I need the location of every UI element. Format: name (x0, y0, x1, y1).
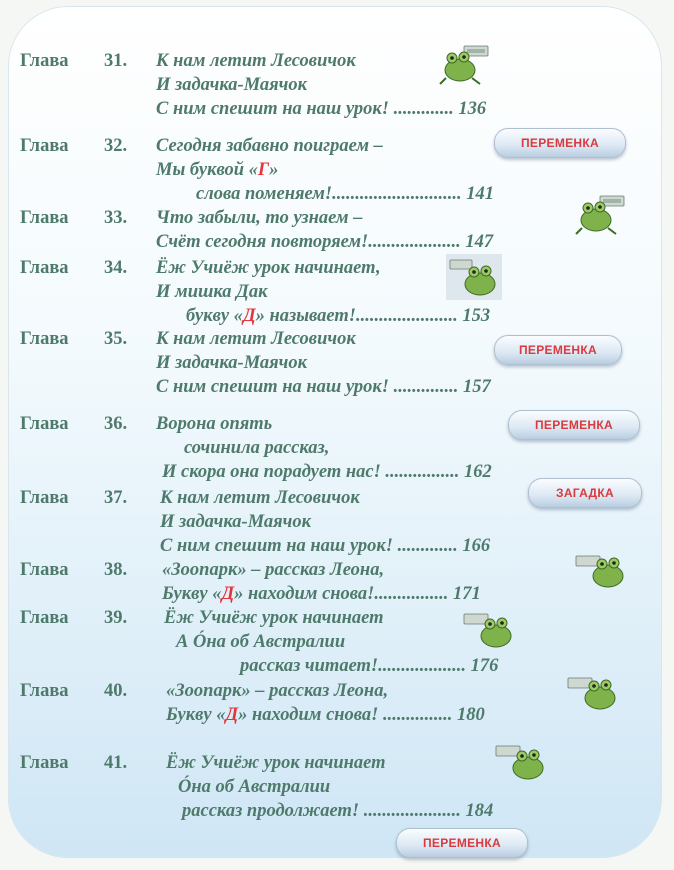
chapter-label: Глава (20, 560, 69, 580)
toc-line: букву «Д» называет!...................... 153 (186, 306, 491, 326)
chapter-label: Глава (20, 753, 69, 773)
toc-line: слова поменяем!............................ 141 (196, 184, 494, 204)
chapter-number: 33. (104, 208, 128, 228)
toc-line: Букву «Д» находим снова!................ 171 (162, 584, 481, 604)
toc-line: С ним спешит на наш урок! .............. 157 (156, 377, 491, 397)
chapter-label: Глава (20, 488, 69, 508)
chapter-label: Глава (20, 51, 69, 71)
frog-icon (462, 606, 518, 652)
toc-line: Ёж Учиёж урок начинает (164, 608, 384, 628)
toc-line: Ворона опять (156, 414, 273, 434)
toc-line: Букву «Д» находим снова! ............... 180 (166, 705, 485, 725)
frog-icon (494, 738, 550, 784)
chapter-number: 32. (104, 136, 128, 156)
toc-line: Мы буквой «Г» (156, 160, 279, 180)
frog-icon (566, 668, 622, 714)
chapter-number: 37. (104, 488, 128, 508)
frog-icon (436, 40, 492, 86)
chapter-number: 38. (104, 560, 128, 580)
highlight-letter: Д (242, 306, 256, 326)
chapter-number: 41. (104, 753, 128, 773)
toc-line: И мишка Дак (156, 282, 268, 302)
toc-line: И скора она порадует нас! ................ 162 (162, 462, 492, 482)
toc-line: Что забыли, то узнаем – (156, 208, 363, 228)
toc-line: Счёт сегодня повторяем!.................... 147 (156, 232, 494, 252)
chapter-label: Глава (20, 608, 69, 628)
chapter-number: 31. (104, 51, 128, 71)
highlight-letter: Д (225, 705, 239, 725)
toc-line: К нам летит Лесовичок (160, 488, 360, 508)
toc-line: С ним спешит на наш урок! ............. 166 (160, 536, 491, 556)
highlight-letter: Г (257, 160, 270, 180)
toc-line: И задачка-Маячок (156, 353, 308, 373)
toc-line: Ёж Учиёж урок начинает (166, 753, 386, 773)
toc-line: сочинила рассказ, (184, 438, 330, 458)
toc-line: Ёж Учиёж урок начинает, (156, 258, 381, 278)
chapter-label: Глава (20, 329, 69, 349)
chapter-label: Глава (20, 258, 69, 278)
break-badge: ПЕРЕМЕНКА (508, 410, 640, 440)
toc-line: «Зоопарк» – рассказ Леона, (166, 681, 389, 701)
chapter-label: Глава (20, 136, 69, 156)
toc-line: рассказ читает!................... 176 (240, 656, 499, 676)
toc-line: И задачка-Маячок (160, 512, 312, 532)
toc-line: Сегодня забавно поиграем – (156, 136, 383, 156)
riddle-badge: ЗАГАДКА (528, 478, 642, 508)
break-badge: ПЕРЕМЕНКА (494, 335, 622, 365)
toc-line: рассказ продолжает! ..................... 184 (182, 801, 494, 821)
chapter-number: 34. (104, 258, 128, 278)
break-badge: ПЕРЕМЕНКА (396, 828, 528, 858)
chapter-number: 39. (104, 608, 128, 628)
chapter-number: 35. (104, 329, 128, 349)
toc-line: И задачка-Маячок (156, 75, 308, 95)
chapter-label: Глава (20, 681, 69, 701)
toc-line: А Óна об Австралии (176, 632, 346, 652)
frog-icon (574, 546, 630, 592)
toc-line: Óна об Австралии (178, 777, 331, 797)
chapter-label: Глава (20, 208, 69, 228)
highlight-letter: Д (221, 584, 235, 604)
chapter-number: 36. (104, 414, 128, 434)
toc-line: С ним спешит на наш урок! ............. 136 (156, 99, 487, 119)
toc-line: К нам летит Лесовичок (156, 51, 356, 71)
break-badge: ПЕРЕМЕНКА (494, 128, 626, 158)
chapter-number: 40. (104, 681, 128, 701)
toc-line: К нам летит Лесовичок (156, 329, 356, 349)
frog-icon (446, 254, 502, 300)
toc-line: «Зоопарк» – рассказ Леона, (162, 560, 385, 580)
chapter-label: Глава (20, 414, 69, 434)
frog-icon (572, 190, 628, 236)
